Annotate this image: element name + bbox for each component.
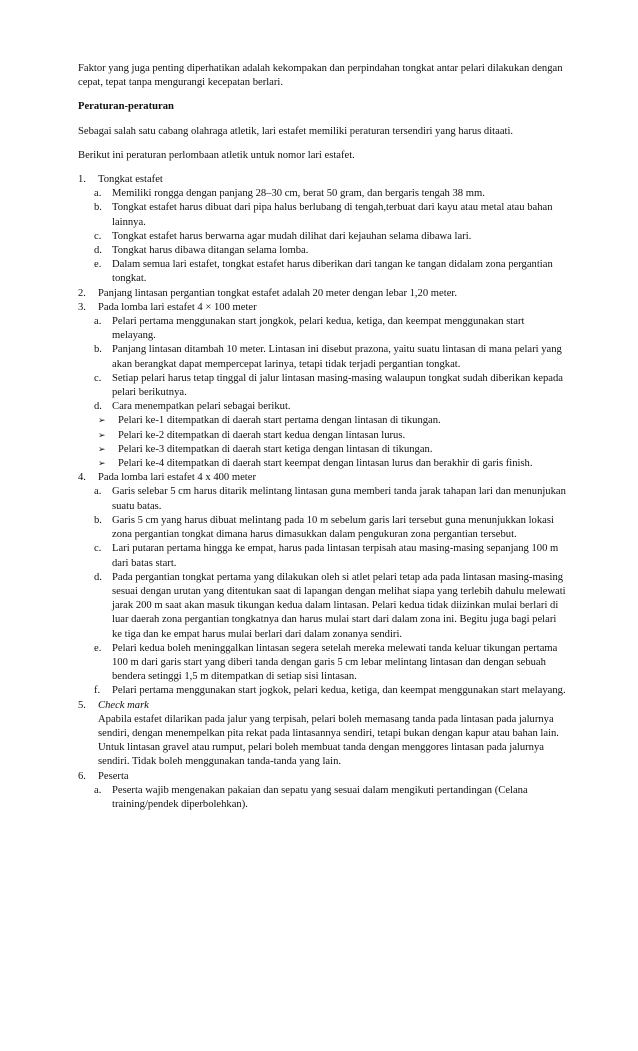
- sub-letter: b.: [94, 514, 102, 526]
- sub-item: [94, 571, 566, 642]
- sub-text: Pada pergantian tongkat pertama yang dilakukan oleh si atlet pelari tetap ada pada lintasan masing-masing sesuai dengan urutan yang ditentukan saat di lapangan dengan melihat siapa yang terlebih dahulu melewati jarak 200 m saat akan masuk tikungan kedua dalam lintasan. Pelari kedua tidak diizinkan mulai berlari di luar daerah zona pergantian tongkatnya dan harus mulai start dari dalam zona ini. Begitu juga bagi pelari ke tiga dan ke empat harus mulai berlari dari dalam zonanya sendiri.: [112, 571, 566, 640]
- rules-list: [78, 173, 566, 812]
- sub-item: [94, 400, 566, 414]
- sub-item: [94, 372, 566, 400]
- sub-text: Cara menempatkan pelari sebagai berikut.: [112, 401, 291, 413]
- sub-letter: c.: [94, 543, 102, 555]
- sub-letter: e.: [94, 642, 102, 654]
- list-item-title: Tongkat estafet: [98, 174, 163, 186]
- sub-text: Tongkat harus dibawa ditangan selama lomba.: [112, 245, 309, 257]
- list-number: 6.: [78, 770, 86, 782]
- list-item-3: [78, 301, 566, 315]
- arrow-text: Pelari ke-2 ditempatkan di daerah start kedua dengan lintasan lurus.: [118, 429, 406, 441]
- sub-item: [94, 343, 566, 371]
- sub-text: Lari putaran pertama hingga ke empat, harus pada lintasan terpisah atau masing-masing sepanjang 100 m dari batas start.: [112, 543, 559, 569]
- sub-text: Memiliki rongga dengan panjang 28–30 cm, berat 50 gram, dan bergaris tengah 38 mm.: [112, 188, 485, 200]
- sub-letter: f.: [94, 685, 101, 697]
- sub-letter: e.: [94, 259, 102, 271]
- sub-letter: a.: [94, 784, 102, 796]
- paragraph-1: Sebagai salah satu cabang olahraga atletik, lari estafet memiliki peraturan tersendiri yang harus ditaati.: [78, 125, 514, 137]
- sub-text: Pelari pertama menggunakan start jogkok, pelari kedua, ketiga, dan keempat menggunakan start melayang.: [112, 685, 566, 697]
- sub-letter: d.: [94, 571, 102, 583]
- sub-text: Pelari pertama menggunakan start jongkok, pelari kedua, ketiga, dan keempat menggunakan start melayang.: [112, 316, 525, 342]
- arrow-bullet: [96, 414, 566, 428]
- list-item-title: Pada lomba lari estafet 4 × 100 meter: [98, 301, 257, 313]
- arrow-bullet-icon: ➢: [98, 459, 106, 470]
- list-item-2: [78, 287, 566, 301]
- list-item-title: Pada lomba lari estafet 4 x 400 meter: [98, 472, 256, 484]
- sub-item: [94, 187, 566, 201]
- list-item-title: Peserta: [98, 770, 129, 782]
- list-number: 5.: [78, 699, 86, 711]
- arrow-bullet: [96, 429, 566, 443]
- list-number: 2.: [78, 287, 86, 299]
- sub-item: [94, 315, 566, 343]
- sub-text: Panjang lintasan ditambah 10 meter. Lintasan ini disebut prazona, yaitu suatu lintasan di mana pelari yang akan berangkat dapat mempercepat larinya, tetapi tidak terjadi pergantian tongkat.: [112, 344, 562, 370]
- sub-letter: b.: [94, 202, 102, 214]
- sub-letter: a.: [94, 188, 102, 200]
- sub-item: [94, 244, 566, 258]
- arrow-bullet: [96, 457, 566, 471]
- arrow-text: Pelari ke-4 ditempatkan di daerah start keempat dengan lintasan lurus dan berakhir di garis finish.: [118, 458, 533, 470]
- sub-item: [94, 230, 566, 244]
- sub-letter: c.: [94, 230, 102, 242]
- sub-letter: a.: [94, 486, 102, 498]
- sub-text: Setiap pelari harus tetap tinggal di jalur lintasan masing-masing walaupun tongkat sudah diberikan kepada pelari berikutnya.: [112, 372, 563, 399]
- sub-text: Dalam semua lari estafet, tongkat estafet harus diberikan dari tangan ke tangan didalam zona pergantian tongkat.: [112, 259, 553, 285]
- arrow-text: Pelari ke-3 ditempatkan di daerah start ketiga dengan lintasan di tikungan.: [118, 443, 433, 455]
- sub-text: Tongkat estafet harus berwarna agar mudah dilihat dari kejauhan selama dibawa lari.: [112, 230, 472, 242]
- document-page: [78, 62, 566, 812]
- paragraph-2: Berikut ini peraturan perlombaan atletik untuk nomor lari estafet.: [78, 149, 355, 161]
- list-number: 3.: [78, 301, 86, 313]
- arrow-bullet-icon: ➢: [98, 444, 106, 455]
- arrow-bullet-icon: ➢: [98, 430, 106, 441]
- sub-item: [94, 784, 566, 812]
- sub-text: Garis 5 cm yang harus dibuat melintang pada 10 m sebelum garis lari tersebut guna menunjukkan lokasi zona pergantian tongkat dimana harus dimasukkan dalam pengukuran zona pergantian tersebut.: [112, 514, 554, 541]
- arrow-text: Pelari ke-1 ditempatkan di daerah start pertama dengan lintasan di tikungan.: [118, 415, 441, 427]
- check-mark-paragraph: Apabila estafet dilarikan pada jalur yang terpisah, pelari boleh memasang tanda pada lintasan pada jalurnya sendiri, dengan menempelkan pita rekat pada lintasannya sendiri, tetapi bukan dengan kapur atau bahan lain. Untuk lintasan gravel atau rumput, pelari boleh membuat tanda dengan menggores lintasan pada jalurnya sendiri. Tidak boleh menggunakan tanda-tanda yang lain.: [98, 713, 559, 768]
- sub-item: [94, 514, 566, 542]
- arrow-bullet-icon: ➢: [98, 416, 106, 427]
- sub-letter: b.: [94, 344, 102, 356]
- list-item-4: [78, 471, 566, 485]
- sub-text: Pelari kedua boleh meninggalkan lintasan segera setelah mereka melewati tanda keluar tikungan pertama 100 m dari garis start yang diberi tanda dengan garis 5 cm lebar melintang lintasan dan dengan sebuah bendera setinggi 1,5 m ditempatkan di setiap sisi lintasan.: [112, 642, 558, 683]
- section-heading: Peraturan-peraturan: [78, 101, 174, 113]
- sub-letter: c.: [94, 372, 102, 384]
- list-item-title: Panjang lintasan pergantian tongkat estafet adalah 20 meter dengan lebar 1,20 meter.: [98, 287, 457, 299]
- arrow-bullet: [96, 443, 566, 457]
- sub-item: [94, 684, 566, 698]
- sub-letter: d.: [94, 245, 102, 257]
- list-number: 1.: [78, 174, 86, 186]
- sub-item: [94, 201, 566, 229]
- sub-letter: a.: [94, 316, 102, 328]
- sub-item: [94, 258, 566, 286]
- list-item-5: [78, 699, 566, 713]
- sub-letter: d.: [94, 401, 102, 413]
- sub-text: Peserta wajib mengenakan pakaian dan sepatu yang sesuai dalam mengikuti pertandingan (Celana training/pendek diperbolehkan).: [112, 784, 528, 810]
- sub-text: Tongkat estafet harus dibuat dari pipa halus berlubang di tengah,terbuat dari kayu atau metal atau bahan lainnya.: [112, 202, 553, 228]
- sub-item: [94, 542, 566, 570]
- list-item-1: [78, 173, 566, 187]
- list-number: 4.: [78, 472, 86, 484]
- sub-item: [94, 485, 566, 513]
- sub-item: [94, 642, 566, 685]
- intro-paragraph: Faktor yang juga penting diperhatikan adalah kekompakan dan perpindahan tongkat antar pelari dilakukan dengan cepat, tepat tanpa mengurangi kecepatan berlari.: [78, 63, 563, 89]
- list-item-6: [78, 770, 566, 784]
- list-item-title: Check mark: [98, 699, 149, 711]
- sub-text: Garis selebar 5 cm harus ditarik melintang lintasan guna memberi tanda jarak tahapan lari dan menunjukan suatu batas.: [112, 486, 566, 512]
